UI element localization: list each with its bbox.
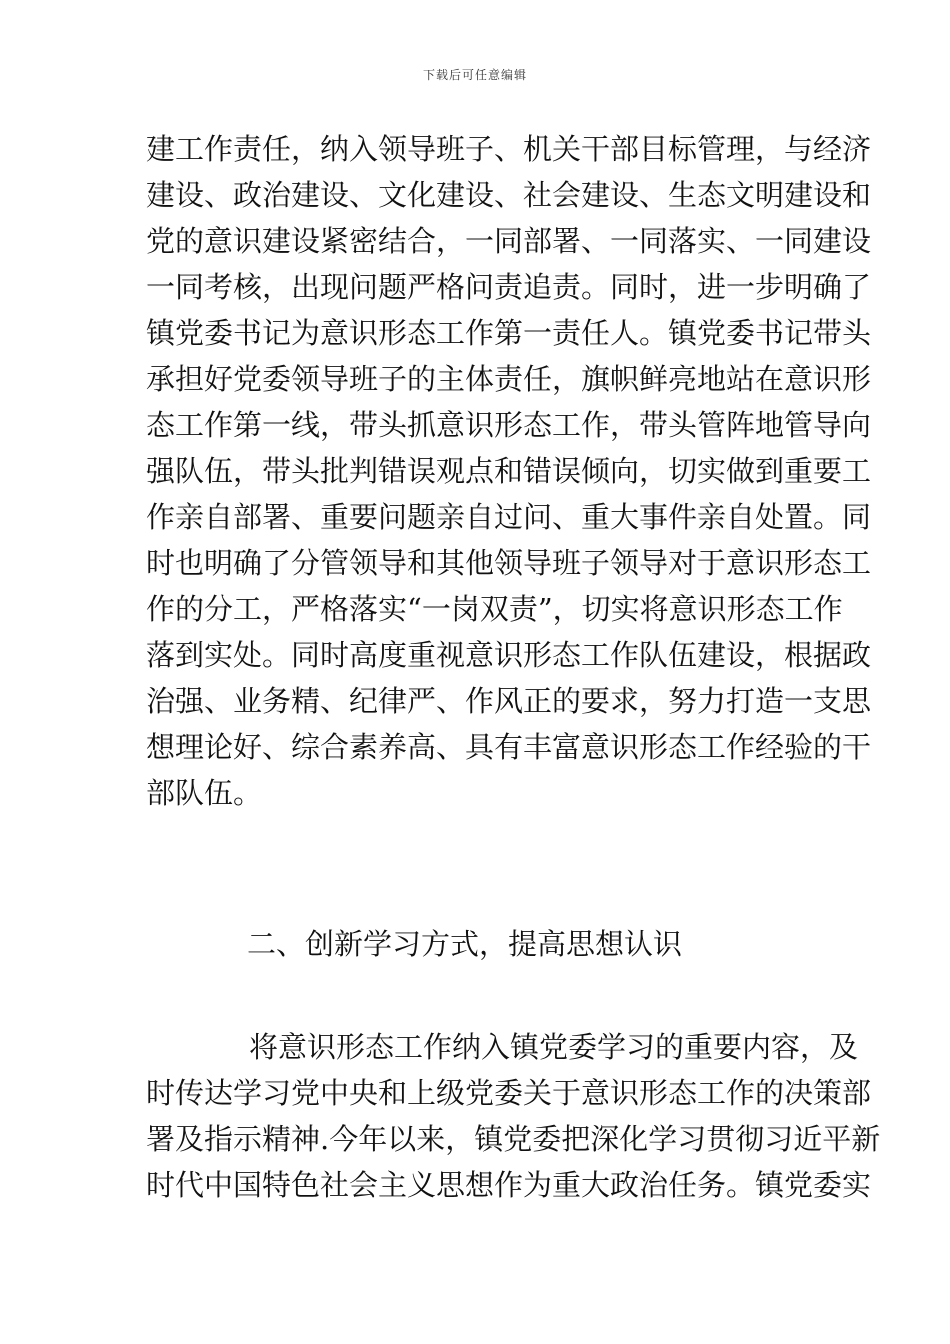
text-line: 时代中国特色社会主义思想作为重大政治任务。镇党委实	[146, 1168, 872, 1202]
text-line: 落到实处。同时高度重视意识形态工作队伍建设，根据政	[146, 638, 872, 672]
text-line: 作亲自部署、重要问题亲自过问、重大事件亲自处置。同	[146, 500, 872, 534]
text-line: 治强、业务精、纪律严、作风正的要求，努力打造一支思	[146, 684, 872, 718]
text-line: 想理论好、综合素养高、具有丰富意识形态工作经验的干	[146, 730, 872, 764]
text-line: 作的分工，严格落实“一岗双责”，切实将意识形态工作	[146, 592, 843, 626]
text-line: 时也明确了分管领导和其他领导班子领导对于意识形态工	[146, 546, 872, 580]
text-line: 时传达学习党中央和上级党委关于意识形态工作的决策部	[146, 1076, 872, 1110]
paragraph-study	[146, 1024, 881, 1208]
text-line: 部队伍。	[146, 776, 263, 810]
text-line: 态工作第一线，带头抓意识形态工作，带头管阵地管导向	[146, 408, 872, 442]
text-line: 建设、政治建设、文化建设、社会建设、生态文明建设和	[146, 178, 872, 212]
text-line: 将意识形态工作纳入镇党委学习的重要内容，及	[249, 1030, 859, 1064]
text-line: 强队伍，带头批判错误观点和错误倾向，切实做到重要工	[146, 454, 872, 488]
text-line: 镇党委书记为意识形态工作第一责任人。镇党委书记带头	[146, 316, 872, 350]
text-line: 建工作责任，纳入领导班子、机关干部目标管理，与经济	[146, 132, 872, 166]
text-line: 一同考核，出现问题严格问责追责。同时，进一步明确了	[146, 270, 872, 304]
text-line: 承担好党委领导班子的主体责任，旗帜鲜亮地站在意识形	[146, 362, 872, 396]
page-header-note: 下载后可任意编辑	[422, 68, 527, 82]
paragraph-responsibility	[146, 126, 872, 816]
text-line: 署及指示精神.今年以来，镇党委把深化学习贯彻习近平新	[146, 1122, 881, 1156]
text-line: 党的意识建设紧密结合，一同部署、一同落实、一同建设	[146, 224, 872, 258]
section-heading: 二、创新学习方式，提高思想认识	[247, 927, 683, 961]
